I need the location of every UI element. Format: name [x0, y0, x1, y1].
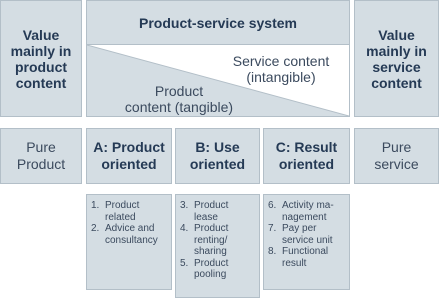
product-content-label: Value mainly in product content [10, 26, 72, 91]
pure-product-label: Pure Product [16, 139, 66, 172]
use-oriented-label: B: Use oriented [189, 139, 246, 172]
pure-service-box [354, 128, 439, 184]
list-item-text: Product renting/ sharing [194, 223, 229, 257]
result-oriented-box [263, 128, 350, 184]
list-item [180, 200, 255, 223]
list-item-text: Functional result [282, 246, 329, 269]
content-split-panel [86, 45, 350, 117]
use-oriented-list-box [175, 194, 260, 298]
list-item-number: 3. [180, 200, 189, 211]
service-content-value-label: Value mainly in service content [366, 26, 427, 91]
pure-product-box [0, 128, 82, 184]
list-item-number: 8. [268, 246, 277, 257]
list-item-text: Product pooling [194, 257, 229, 280]
list-item [91, 223, 167, 246]
list-item [268, 246, 345, 269]
result-oriented-label: C: Result oriented [275, 139, 338, 172]
product-oriented-box [86, 128, 172, 184]
list-item-text: Activity ma- nagement [282, 200, 334, 223]
product-content-box [0, 0, 82, 117]
use-oriented-list [180, 200, 255, 281]
list-item-text: Product lease [194, 200, 229, 223]
list-item-number: 1. [91, 200, 100, 211]
use-oriented-box [175, 128, 260, 184]
list-item [180, 223, 255, 258]
product-oriented-label: A: Product oriented [93, 139, 165, 172]
list-item-text: Product related [105, 200, 140, 223]
product-service-system-title: Product-service system [139, 14, 297, 31]
product-service-system-header [86, 0, 350, 45]
list-item-number: 7. [268, 223, 277, 234]
list-item-text: Advice and consultancy [105, 223, 158, 246]
list-item [268, 200, 345, 223]
product-oriented-list-box [86, 194, 172, 290]
result-oriented-list [268, 200, 345, 269]
list-item [268, 223, 345, 246]
product-oriented-list [91, 200, 167, 246]
pure-service-label: Pure service [374, 139, 419, 172]
service-content-box [354, 0, 439, 117]
list-item [91, 200, 167, 223]
service-content-label: Service content (intangible) [232, 53, 330, 85]
list-item-number: 5. [180, 257, 189, 269]
list-item [180, 258, 255, 281]
result-oriented-list-box [263, 194, 350, 290]
list-item-number: 6. [268, 200, 277, 211]
list-item-number: 2. [91, 223, 100, 234]
list-item-text: Pay per service unit [282, 223, 333, 246]
product-content-tangible-label: Product content (tangible) [124, 83, 234, 115]
list-item-number: 4. [180, 223, 189, 234]
